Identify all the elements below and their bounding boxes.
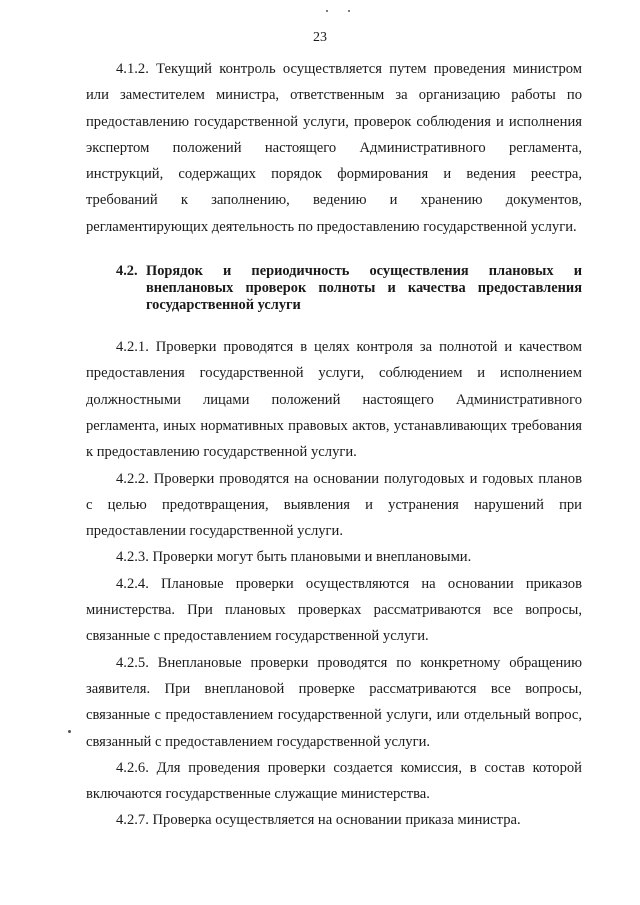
section-heading-4-2	[86, 263, 582, 314]
paragraph-4-2-1: 4.2.1. Проверки проводятся в целях контроля за полнотой и качеством предоставления государственной услуги, соблюдением и исполнением должностными лицами положений настоящего Административного регламента, иных нормативных правовых актов, устанавливающих требования к предоставлению государственной услуги.	[86, 339, 582, 461]
paragraph-4-2-2: 4.2.2. Проверки проводятся на основании полугодовых и годовых планов с целью предотвращения, выявления и устранения нарушений при предоставлении государственной услуги.	[86, 470, 582, 540]
paragraph-4-2-3: 4.2.3. Проверки могут быть плановыми и внеплановыми.	[116, 549, 472, 566]
section-number: 4.2.	[116, 263, 138, 280]
scan-speck	[68, 730, 71, 733]
paragraph-4-1-2: 4.1.2. Текущий контроль осуществляется путем проведения министром или заместителем министра, ответственным за организацию работы по предоставлению государственной услуги, проверок соблюдения и исполнения экспертом положений настоящего Административного регламента, инструкций, содержащих порядок формирования и ведения реестра, требований к заполнению, ведению и хранению документов, регламентирующих деятельность по предоставлению государственной услуги.	[86, 61, 582, 235]
document-body	[86, 56, 582, 834]
paragraph-4-2-7: 4.2.7. Проверка осуществляется на основании приказа министра.	[116, 812, 521, 829]
scan-speck	[326, 10, 328, 12]
page-number: 23	[313, 30, 327, 45]
paragraph-4-2-4: 4.2.4. Плановые проверки осуществляются на основании приказов министерства. При плановых проверках рассматриваются все вопросы, связанные с предоставлением государственной услуги.	[86, 575, 582, 645]
section-title: Порядок и периодичность осуществления плановых и внеплановых проверок полноты и качества предоставления государственной услуги	[146, 263, 582, 314]
scan-speck	[348, 10, 350, 12]
section-paragraphs	[86, 334, 582, 834]
paragraph-4-2-5: 4.2.5. Внеплановые проверки проводятся по конкретному обращению заявителя. При внеплановой проверке рассматриваются все вопросы, связанные с предоставлением государственной услуги, или отдельный вопрос, связанный с предоставлением государственной услуги.	[86, 654, 582, 750]
paragraph-4-2-6: 4.2.6. Для проведения проверки создается комиссия, в состав которой включаются государственные служащие министерства.	[86, 759, 582, 803]
